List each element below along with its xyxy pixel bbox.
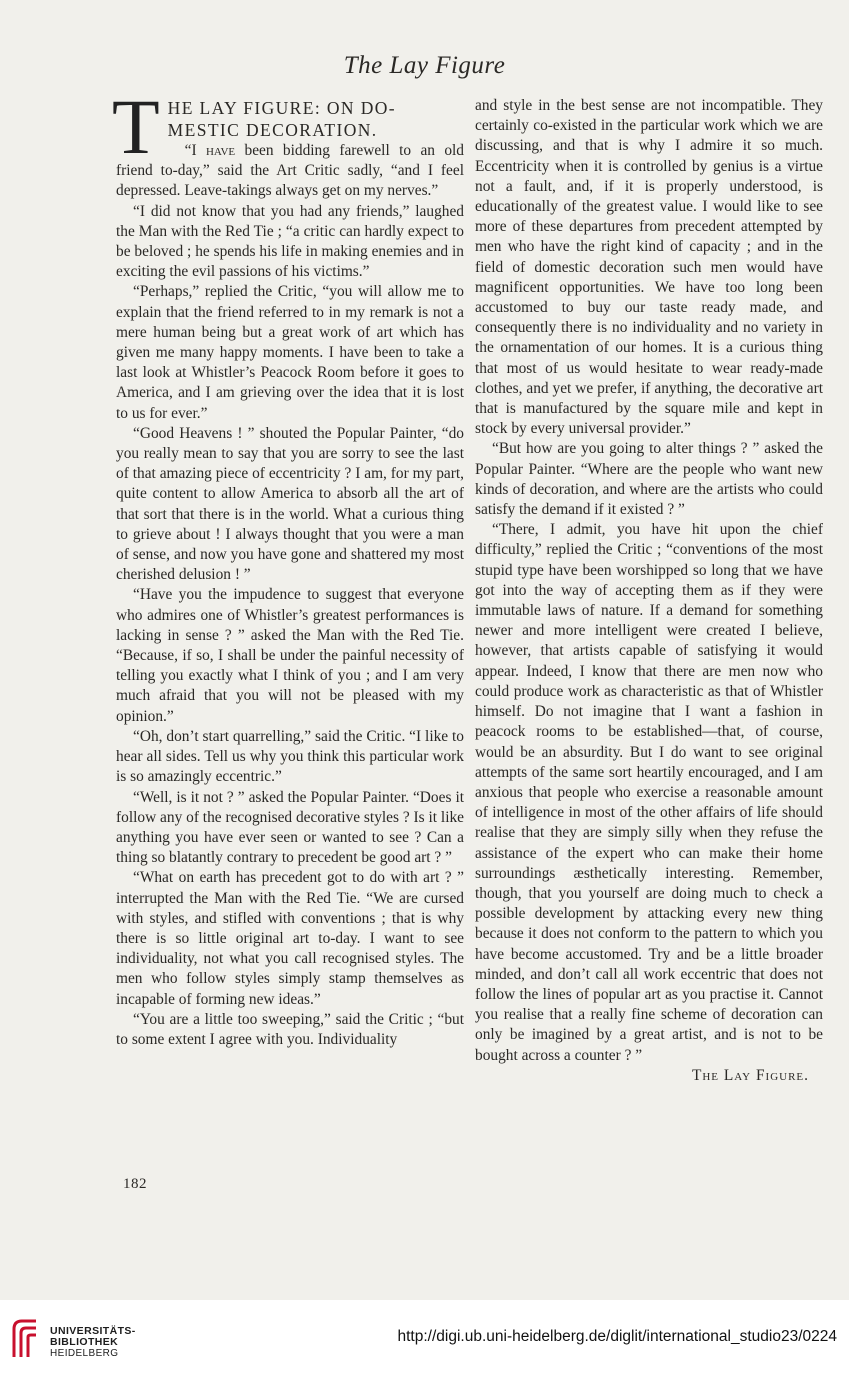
paragraph	[475, 96, 823, 439]
heidelberg-library-logo-icon	[10, 1317, 40, 1361]
footer-bar	[0, 1300, 849, 1376]
library-name-line-1: UNIVERSITÄTS-	[50, 1325, 136, 1337]
paragraph	[116, 788, 464, 869]
library-name-line-3: HEIDELBERG	[50, 1348, 119, 1359]
paragraph-text: “Have you the impudence to suggest that everyone who admires one of Whistler’s greatest performances is lacking in sense ? ” asked the Man with the Red Tie. “Because, if so, I shall be under the painful necessity of telling you exactly what I think of you ; and I am very much afraid that you will not be pleased with my opinion.”	[116, 586, 464, 725]
paragraph-lead: “I have	[184, 142, 236, 159]
paragraph-text: “What on earth has precedent got to do with art ? ” interrupted the Man with the Red Tie. “We are cursed with styles, and stifled with conventions ; that is why there is so little original art to-day. I want to see individuality, not what you call recognised styles. The men who follow styles simply stamp themselves as incapable of forming new ideas.”	[116, 869, 464, 1008]
paragraph-text: been bidding farewell to an old friend to-day,” said the Art Critic sadly, “and I feel depressed. Leave-takings always get on my nerves.”	[116, 142, 465, 200]
paragraph	[116, 585, 464, 726]
paragraph-text: “You are a little too sweeping,” said the Critic ; “but to some extent I agree with you. Individuality	[116, 1010, 464, 1048]
library-name-line-2: BIBLIOTHEK	[50, 1336, 119, 1348]
paragraph	[116, 202, 464, 283]
article-title-line-2: MESTIC DECORATION.	[167, 120, 378, 140]
left-column	[112, 83, 465, 1050]
library-name	[50, 1326, 136, 1359]
paragraph	[116, 141, 464, 202]
paragraph-text: “Well, is it not ? ” asked the Popular Painter. “Does it follow any of the recognised decorative styles ? Is it like anything you have ever seen or wanted to see ? Can a thing so blatantly contrary to precedent be good art ? ”	[116, 788, 464, 867]
paragraph-text: “But how are you going to alter things ? ” asked the Popular Painter. “Where are the people who want new kinds of decoration, and where are the artists who could satisfy the demand if it existed ? ”	[475, 440, 823, 519]
paragraph	[116, 727, 464, 788]
source-url[interactable]: http://digi.ub.uni-heidelberg.de/diglit/international_studio23/0224	[397, 1328, 837, 1345]
running-head: The Lay Figure	[343, 52, 506, 79]
article-title	[116, 96, 464, 141]
paragraph	[116, 282, 464, 423]
article-signature: The Lay Figure.	[691, 1066, 809, 1084]
article-title-line-1: HE LAY FIGURE: ON DO-	[167, 98, 397, 118]
paragraph-text: “Oh, don’t start quarrelling,” said the Critic. “I like to hear all sides. Tell us why you think this particular work is so amazingly eccentric.”	[116, 727, 464, 786]
paragraph-text: “I did not know that you had any friends,” laughed the Man with the Red Tie ; “a critic can hardly expect to be beloved ; he spends his life in making enemies and in exciting the evil passions of his victims.”	[116, 202, 464, 281]
paragraph-text: “There, I admit, you have hit upon the chief difficulty,” replied the Critic ; “conventions of the most stupid type have been worshipped so long that we have got into the way of accepting them as if they were immutable laws of nature. If a demand for something newer and more intelligent were created I believe, however, that artists capable of satisfying it would appear. Indeed, I know that there are men now who could produce work as characteristic as that of Whistler himself. Do not imagine that I want a fashion in peacock rooms to be established—that, of course, would be an absurdity. But I do want to see original attempts of the same sort heartily encouraged, and I am anxious that people who exercise a reasonable amount of intelligence in most of the other affairs of life should realise that they are simply silly when they refuse the assistance of the expert who can make their home surroundings æsthetically interesting. Remember, though, that you yourself are doing much to check a possible development by attacking every new thing because it does not conform to the pattern to which you have become accustomed. Try and be a little broader minded, and don’t call all work eccentric that does not follow the lines of popular art as you practise it. Cannot you realise that a really fine scheme of decoration can only be imagined by a great artist, and is not to be bought across a counter ? ”	[475, 521, 823, 1064]
paragraph	[475, 520, 823, 1065]
page-number: 182	[123, 1176, 147, 1192]
paragraph	[116, 1010, 464, 1050]
drop-cap: T	[112, 83, 160, 170]
paragraph	[116, 868, 464, 1009]
paragraph	[116, 424, 464, 586]
paragraph	[475, 439, 823, 520]
paragraph-text: and style in the best sense are not incompatible. They certainly co-existed in the particular work which we are discussing, and that is why I admire it so much. Eccentricity when it is controlled by genius is a virtue not a fault, and, if it is properly understood, is educationally of the greatest value. I would like to see more of these departures from precedent attempted by men who have the right kind of capacity ; and in the field of domestic decoration such men would have magnificent opportunities. We have too long been accustomed to buy our taste ready made, and consequently there is no individuality and no variety in the ornamentation of our homes. It is a curious thing that most of us would hesitate to wear ready-made clothes, and yet we prefer, if anything, the decorative art that is manufactured by the square mile and kept in stock by every universal provider.”	[475, 97, 823, 438]
right-column-text	[475, 96, 823, 1066]
right-column	[475, 96, 823, 1086]
left-column-text	[116, 141, 464, 1050]
paragraph-text: “Good Heavens ! ” shouted the Popular Painter, “do you really mean to say that you are sorry to see the last of that amazing piece of eccentricity ? I am, for my part, quite content to allow America to absorb all the art of that sort that there is in the world. What a curious thing to grieve about ! I always thought that you were a man of sense, and now you have gone and shattered my most cherished delusion ! ”	[116, 424, 464, 584]
paragraph-text: “Perhaps,” replied the Critic, “you will allow me to explain that the friend referred to in my remark is not a mere human being but a great work of art which has given me many happy moments. I have been to take a last look at Whistler’s Peacock Room before it goes to America, and I am grieving over the idea that it is lost to us for ever.”	[116, 283, 464, 422]
